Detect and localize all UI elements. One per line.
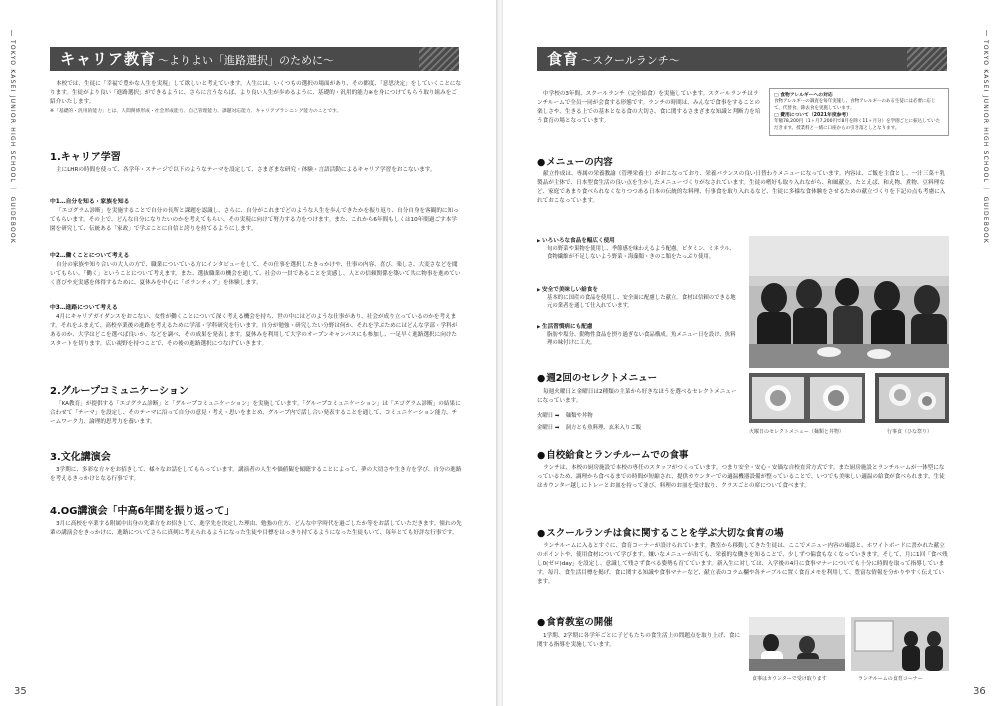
section-body: 3学期に、多彩な方々をお招きして、様々なお話をしてもらっています。講演者の人生や価値観を傾聴することによって、夢の大切さや生き方を学び、自分の進路を考えるきっかけとなる行事です。	[50, 467, 462, 482]
food-banner	[537, 47, 947, 71]
menu-body: 献立作成は、専属の栄養教諭（管理栄養士）がおこなっており、栄養バランスの良い日替わりメニューになっています。内容は、ご飯を主食とし、一汁三菜＋乳製品が主体で、日本型食生活の良い点を生かしたメニューづくりがなされています。生徒の嗜好も取り入れながら、和風献立、たとえば、和え物、煮物、豆料理など、家庭であまり食べられなくなりつつある日本の伝統的な料理、行事食を取り入れるなど、生徒に多様な食体験をさせるための献立づくりを下記の点も考慮に入れておこなっています。	[537, 171, 946, 204]
counter-photo	[749, 617, 845, 671]
select-row	[537, 412, 593, 420]
side-divider	[11, 30, 12, 36]
sub-body: 自分の家族や知り合いの大人の方で、職業についている方にインタビューをして、その仕事を選択したきっかけや、仕事の内容、喜び、楽しさ、大変さなどを聞いてもらい、「働く」ということについて考えます。また、選抜職業の機会を通して、社会の一員であることを実感し、人との信頼関係を築いて共に物事を進めていく喜びや充実感を体得するために、夏休みを中心に「ボランティア」を体験します。	[50, 262, 461, 286]
photo-caption: 食事はカウンターで受け取ります	[752, 676, 827, 682]
food-corner-photo	[851, 617, 949, 671]
side-label: TOKYO KASEI JUNIOR HIGH SCHOOL ｜ GUIDEBOOK	[982, 40, 989, 244]
section-heading: 2.グループコミュニケーション	[50, 386, 189, 397]
allergy-title: □ 食物アレルギーへの対応	[774, 93, 833, 98]
section-heading: 4.OG講演会「中高6年間を振り返って」	[50, 506, 235, 517]
left-page	[0, 0, 497, 706]
cost-text: 年額78,200円（1ヶ月7,200円で8月を除く11ヶ月分）を学園ごとに振込していただきます。授業料と一緒に口座からの引き落としとなります。	[774, 119, 941, 131]
select-body: 毎週火曜日と金曜日は2種類の主菜から好きなほうを選べるセレクトメニューになっています。	[537, 389, 737, 404]
photo-caption: 行事食（ひな祭り）	[887, 429, 933, 435]
allergy-text: 食物アレルギーの調査を毎年実施し、食物アレルギーのある生徒には必要に応じて、代替食、除去食を実施しています。	[774, 99, 936, 111]
event-food-photo	[875, 373, 949, 423]
kitchen-heading: ● 自校給食とランチルームでの食事	[537, 447, 688, 461]
point-heading: ▶ 生活習慣病にも配慮	[537, 322, 592, 330]
career-banner	[50, 47, 459, 71]
select-heading: ● 週2回のセレクトメニュー	[537, 370, 657, 384]
select-day: 金曜日	[537, 425, 554, 431]
class-heading: ● 食育教室の開催	[537, 614, 613, 628]
select-menu-photo	[749, 373, 865, 423]
select-text: 洞方とも魚料理、玄米入りご飯	[565, 425, 642, 431]
students-lunch-photo	[749, 236, 949, 368]
place-heading: ● スクールランチは食に関することを学ぶ大切な食育の場	[537, 525, 784, 539]
select-day: 火曜日	[537, 413, 554, 419]
section-body: 3月に高校を卒業する附属中出身の先輩方をお招きして、進学先を決定した理由、勉強の仕方、どんな中学時代を過ごしたか等をお話していただきます。憧れの先輩の講演会をきっかけに、進路についてさらに真剣に考えられるようになった生徒や目標をはっきり持てるようになった生徒もいて、毎年とても好評な行事です。	[50, 521, 462, 536]
photo-caption: ランチルームの食育コーナー	[858, 676, 923, 682]
section-heading: 1.キャリア学習	[50, 152, 121, 163]
point-desc: 基本的に国産の食品を使用し、安全面に配慮した献立。食材は信頼のできる地元の業者を通して仕入れています。	[547, 295, 736, 310]
intro-note: ※「基礎的・汎用的能力」とは、人間関係形成・社会形成能力、自己管理能力、課題対応能力、キャリアプランニング能力のことです。	[50, 109, 342, 114]
arrow-right-icon: ➡	[554, 413, 560, 419]
point-desc: 脂肪や塩分、動物性食品を摂り過ぎない食品構成。魚メニュー日を設け、魚料理の味付けに工夫。	[547, 332, 736, 347]
info-box	[769, 88, 949, 136]
section-body: 「KA教育」が提供する「エゴグラム診断」と「グループコミュニケーション」を実施しています。「グループコミュニケーション」は「エゴグラム診断」の結果に合わせて「テーマ」を設定し、そのテーマに沿って自分の意見・考え・思いをまとめ、グループ内で話し合い発表することを通して、コミュニケーション能力、チームワーク力、論理的思考力を養います。	[50, 401, 461, 425]
select-row	[537, 424, 641, 432]
sub-body: 「エゴグラム診断」を実施することで自分の長所と課題を認識し、さらに、自分がこれまでどのような人生を歩んできたかを振り返り、自分自身を客観的に知ってもらいます。その上で、どんな自分になりたいのかを考えてもらい、その実現に向けて努力する力をつけます。また、これから6年間もしくは10年間過ごす本学園を研究して、伝統ある「家政」で学ぶことに自信と誇りを持てるようにします。	[50, 208, 459, 232]
banner-stripe	[907, 47, 947, 71]
banner-title: 食育	[547, 50, 580, 68]
right-page	[503, 0, 1000, 706]
banner-subtitle: ～よりよい「進路選択」のために～	[158, 54, 335, 67]
banner-title: キャリア教育	[60, 50, 157, 68]
arrow-right-icon: ➡	[554, 425, 560, 431]
sub-heading: 中3…進路について考える	[50, 305, 118, 311]
section-body: 主にLHRの時間を使って、各学年・ステージで以下のようなテーマを設定して、さまざまな研究・体験・言語活動によるキャリア学習をおこないます。	[56, 167, 436, 173]
career-intro: 本校では、生徒に「幸福で豊かな人生を実現」して欲しいと考えています。人生には、いくつもの選択の場面があり、その都度、「意思決定」をしていくことになります。生徒がより良い「進路選択」ができるように、さらに言うならば、より良い人生が歩めるように、基礎的・汎用的能力※を身につけてもらう取り組みをご紹介いたします。	[50, 81, 462, 105]
banner-stripe	[419, 47, 459, 71]
banner-subtitle: ～スクールランチ～	[581, 54, 680, 67]
page-number: 35	[14, 686, 27, 697]
section-heading: 3.文化講演会	[50, 452, 111, 463]
select-text: 麺類や丼物	[565, 413, 593, 419]
sub-heading: 中2…働くことについて考える	[50, 253, 130, 259]
place-body: ランチルームに入るとすぐに、食育コーナーが設けられています。教室から移動してきた生徒は、ここでメニュー内容の確認と、ホワイトボードに書かれた献立のポイントや、使用食材について学びます。嫌いなメニューが出ても、栄養的な働きを知ることで、少しずつ偏食もなくなっていきます。そして、月に1回「食べ残し0(ゼロ)day」を設定し、意識して残さず食べる姿勢も育てています。新入生に対しては、入学後の4月に食事マナーについても十分に時間を取って指導しています。毎月、食生活目標を掲げ、食に関する知識や食事マナーなど、献立表のコラム欄や各テーブルに置く食育メモを利用して、豊富な情報を分かりやすく伝えています。	[537, 543, 948, 585]
side-divider	[986, 30, 987, 36]
side-label: TOKYO KASEI JUNIOR HIGH SCHOOL ｜ GUIDEBOOK	[9, 40, 16, 244]
food-intro: 中学校の3年間、スクールランチ（完全給食）を実施しています。スクールランチはランチルームで全员一同が会食する形態です。ランチの時間は、みんなで食事をすることの楽しさや、生きる上での基本となる食の大切さ、食に関するさまざまな知識と判断力を培う食育の場となっています。	[537, 91, 761, 124]
cost-title: □ 費用について（2021年度参考）	[774, 113, 852, 118]
sub-body: 4月にキャリアガイダンスをおこない、女性が働くことについて深く考える機会を持ち、世の中にはどのような仕事があり、社会が成り立っているのかを考えます。それをふまえて、高校卒業後の進路を考えるために学部・学科研究を行います。自分が勉強・研究したい分野は何か、それを学ぶためにはどんな学部・学科があるのか、大学はどこを選べば良いか、などを調べ、その成果を発表します。夏休みを利用して大学のオープンキャンパスにも参加し、一足早く進路選択に向けたスタートを切ります。広い視野を持つことで、その後の進路選択につなげていきます。	[50, 314, 458, 347]
kitchen-body: ランチは、本校の厨房施設で本校の専任のスタッフがつくっています。つまり安全・安心・安価な自校直営方式です。また厨房施設とランチルームが一体型になっているため、調理から食べるまでの時間が短縮され、提供カウンターでの適温機器設備が整っていることで、いつでも美味しい適温の給食が食べられます。生徒はカウンター越しにトレーとお皿を持って並び、料理のお皿を受け取り、クラスごとの席について食べます。	[537, 465, 945, 489]
menu-heading: ● メニューの内容	[537, 154, 613, 168]
point-desc: 旬の野菜や果物を使用し、季節感を味わえるよう配慮。ビタミン、ミネラル、食物繊維が不足しないよう野菜・海藻類・きのこ類をたっぷり使用。	[547, 246, 735, 261]
point-heading: ▶ いろいろな食品を幅広く使用	[537, 236, 615, 244]
page-number: 36	[973, 686, 986, 697]
point-heading: ▶ 安全で美味しい給食を	[537, 285, 598, 293]
sub-heading: 中1…自分を知る・家族を知る	[50, 199, 130, 205]
photo-caption: 火曜日のセレクトメニュー（麺類と丼物）	[749, 429, 844, 435]
class-body: 1学期、2学期に各学年ごとに子どもたちの食生活上の問題点を取り上げ、食に関する指導を実施しています。	[537, 633, 741, 648]
